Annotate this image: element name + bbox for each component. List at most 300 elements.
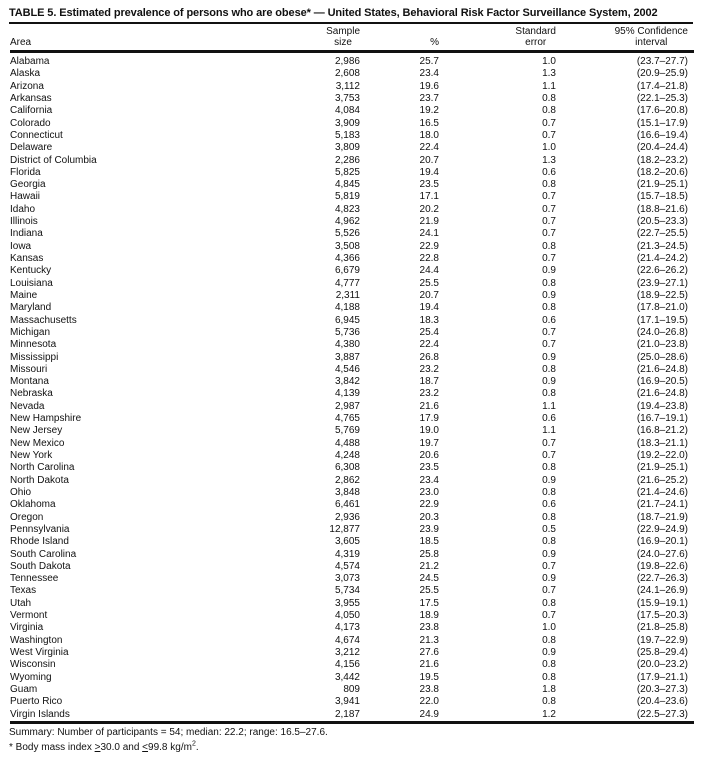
table-row (10, 388, 694, 400)
confidence-interval-cell: (20.0–23.2) (636, 659, 688, 671)
table-row (10, 561, 694, 573)
percent-cell: 25.7 (419, 56, 439, 67)
standard-error-cell: 0.8 (542, 277, 556, 289)
confidence-interval-cell: (21.9–25.1) (636, 179, 688, 191)
area-cell: California (10, 105, 53, 117)
sample-size-cell: 4,319 (334, 548, 360, 560)
standard-error-cell: 0.7 (542, 228, 556, 240)
standard-error-cell: 0.8 (542, 302, 556, 314)
percent-cell: 26.8 (419, 351, 439, 363)
standard-error-cell: 0.9 (542, 289, 556, 301)
area-cell: Hawaii (10, 191, 41, 203)
confidence-interval-cell: (21.6–25.2) (636, 474, 688, 486)
confidence-interval-cell: (25.0–28.6) (636, 351, 688, 363)
table-row (10, 598, 694, 610)
sample-size-cell: 4,188 (334, 302, 360, 314)
table-row (10, 659, 694, 671)
area-cell: Delaware (10, 142, 53, 154)
standard-error-cell: 1.0 (542, 622, 556, 634)
sample-size-cell: 4,823 (334, 203, 360, 215)
percent-cell: 20.6 (419, 450, 439, 461)
less-equal-sign: < (142, 741, 149, 753)
sample-header-line1: Sample (326, 26, 360, 37)
percent-cell: 19.5 (419, 671, 439, 683)
sample-size-cell: 4,248 (334, 450, 360, 461)
area-cell: Texas (10, 585, 37, 597)
percent-cell: 24.1 (419, 228, 439, 240)
table-row (10, 364, 694, 376)
ci-header-line2: interval (635, 37, 668, 48)
column-header-area: Area (10, 24, 300, 52)
table-row (10, 696, 694, 708)
percent-cell: 27.6 (419, 647, 439, 658)
confidence-interval-cell: (17.6–20.8) (636, 105, 688, 117)
area-cell: Vermont (10, 610, 48, 622)
area-cell: Wyoming (10, 671, 52, 683)
column-header-confidence-interval (560, 24, 694, 52)
table-row (10, 450, 694, 462)
footnote-mid2: 99.8 kg/m (148, 741, 192, 753)
area-cell: Virgin Islands (10, 708, 70, 720)
table-row (10, 549, 694, 561)
sample-size-cell: 2,608 (334, 68, 360, 80)
sample-size-cell: 2,936 (334, 511, 360, 523)
area-cell: Pennsylvania (10, 523, 70, 535)
table-row (10, 413, 694, 425)
standard-error-cell: 0.8 (542, 536, 556, 548)
sample-size-cell: 3,909 (334, 117, 360, 129)
confidence-interval-cell: (17.9–21.1) (636, 671, 688, 683)
sample-size-cell: 4,380 (334, 339, 360, 351)
percent-cell: 16.5 (419, 117, 439, 129)
confidence-interval-cell: (19.2–22.0) (636, 450, 688, 461)
area-cell: Alabama (10, 56, 50, 67)
greater-equal-sign: > (94, 741, 101, 753)
table-row (10, 647, 694, 659)
table-row (10, 438, 694, 450)
table-row (10, 142, 694, 154)
sample-size-cell: 3,508 (334, 240, 360, 252)
sample-size-cell: 4,366 (334, 253, 360, 264)
standard-error-cell: 0.9 (542, 376, 556, 388)
area-cell: Connecticut (10, 129, 63, 141)
confidence-interval-cell: (22.1–25.3) (636, 92, 688, 104)
percent-cell: 22.9 (419, 240, 439, 252)
percent-cell: 20.3 (419, 511, 439, 523)
table-body (10, 52, 694, 723)
confidence-interval-cell: (15.9–19.1) (636, 597, 688, 609)
table-row (10, 475, 694, 487)
sample-size-cell: 3,941 (334, 696, 360, 708)
percent-cell: 19.0 (419, 425, 439, 437)
confidence-interval-cell: (16.8–21.2) (636, 425, 688, 437)
standard-error-cell: 0.7 (542, 585, 556, 597)
standard-error-cell: 0.8 (542, 659, 556, 671)
sample-size-cell: 5,526 (334, 228, 360, 240)
confidence-interval-cell: (20.4–23.6) (636, 696, 688, 708)
standard-error-cell: 0.9 (542, 548, 556, 560)
confidence-interval-cell: (19.4–23.8) (636, 400, 688, 412)
confidence-interval-cell: (21.6–24.8) (636, 363, 688, 375)
column-header-standard-error (442, 24, 560, 52)
sample-size-cell: 4,084 (334, 105, 360, 117)
ci-header-line1: 95% Confidence (614, 26, 688, 37)
area-cell: District of Columbia (10, 154, 97, 166)
confidence-interval-cell: (24.0–27.6) (636, 548, 688, 560)
confidence-interval-cell: (22.5–27.3) (636, 708, 688, 720)
table-row (10, 585, 694, 597)
confidence-interval-cell: (20.9–25.9) (636, 68, 688, 80)
confidence-interval-cell: (22.7–26.3) (636, 573, 688, 585)
percent-cell: 23.0 (419, 486, 439, 498)
standard-error-cell: 0.7 (542, 560, 556, 572)
area-cell: Arkansas (10, 92, 52, 104)
standard-error-cell: 1.8 (542, 683, 556, 695)
table-row (10, 278, 694, 290)
table-row (10, 105, 694, 117)
sample-size-cell: 3,955 (334, 597, 360, 609)
area-cell: Virginia (10, 622, 44, 634)
table-row (10, 216, 694, 228)
sample-size-cell: 12,877 (329, 523, 360, 535)
confidence-interval-cell: (17.5–20.3) (636, 610, 688, 622)
percent-cell: 19.4 (419, 302, 439, 314)
sample-size-cell: 2,987 (334, 400, 360, 412)
area-cell: Montana (10, 376, 49, 388)
footnote-mid1: 30.0 and (100, 741, 143, 753)
sample-size-cell: 2,187 (334, 708, 360, 720)
sample-size-cell: 809 (343, 683, 360, 695)
standard-error-cell: 0.8 (542, 486, 556, 498)
footnote-superscript: 2 (191, 740, 196, 748)
area-cell: Iowa (10, 240, 32, 252)
se-header-line2: error (525, 37, 547, 48)
area-cell: Georgia (10, 179, 46, 191)
standard-error-cell: 0.9 (542, 647, 556, 658)
confidence-interval-cell: (17.1–19.5) (636, 314, 688, 326)
table-row (10, 376, 694, 388)
area-cell: Missouri (10, 363, 48, 375)
standard-error-cell: 0.8 (542, 179, 556, 191)
standard-error-cell: 1.0 (542, 56, 556, 67)
percent-cell: 17.1 (419, 191, 439, 203)
standard-error-cell: 0.8 (542, 363, 556, 375)
standard-error-cell: 0.7 (542, 129, 556, 141)
sample-size-cell: 4,574 (334, 560, 360, 572)
percent-cell: 22.8 (419, 253, 439, 264)
standard-error-cell: 0.8 (542, 388, 556, 400)
standard-error-cell: 0.6 (542, 166, 556, 178)
confidence-interval-cell: (16.9–20.1) (636, 536, 688, 548)
table-row (10, 709, 694, 723)
confidence-interval-cell: (24.0–26.8) (636, 326, 688, 338)
standard-error-cell: 0.7 (542, 610, 556, 622)
standard-error-cell: 0.7 (542, 203, 556, 215)
percent-cell: 23.5 (419, 462, 439, 474)
table-row (10, 302, 694, 314)
standard-error-cell: 0.8 (542, 92, 556, 104)
standard-error-cell: 0.7 (542, 437, 556, 449)
percent-cell: 17.9 (419, 413, 439, 425)
table-row (10, 118, 694, 130)
percent-cell: 21.6 (419, 400, 439, 412)
percent-cell: 19.2 (419, 105, 439, 117)
area-cell: Wisconsin (10, 659, 56, 671)
confidence-interval-cell: (18.3–21.1) (636, 437, 688, 449)
area-cell: North Carolina (10, 462, 75, 474)
standard-error-cell: 0.9 (542, 351, 556, 363)
percent-cell: 19.6 (419, 80, 439, 92)
table-row (10, 52, 694, 69)
sample-size-cell: 3,848 (334, 486, 360, 498)
sample-size-cell: 5,769 (334, 425, 360, 437)
percent-cell: 25.5 (419, 585, 439, 597)
percent-cell: 21.9 (419, 216, 439, 228)
table-row (10, 315, 694, 327)
area-cell: Puerto Rico (10, 696, 63, 708)
standard-error-cell: 1.2 (542, 708, 556, 720)
sample-size-cell: 5,183 (334, 129, 360, 141)
sample-size-cell: 3,605 (334, 536, 360, 548)
sample-size-cell: 3,809 (334, 142, 360, 154)
percent-cell: 18.3 (419, 314, 439, 326)
sample-size-cell: 4,488 (334, 437, 360, 449)
standard-error-cell: 0.7 (542, 326, 556, 338)
standard-error-cell: 0.8 (542, 671, 556, 683)
area-cell: South Carolina (10, 548, 77, 560)
area-cell: Ohio (10, 486, 32, 498)
sample-size-cell: 6,308 (334, 462, 360, 474)
confidence-interval-cell: (22.6–26.2) (636, 265, 688, 277)
sample-size-cell: 5,825 (334, 166, 360, 178)
table-row (10, 81, 694, 93)
area-cell: Arizona (10, 80, 44, 92)
table-row (10, 191, 694, 203)
table-row (10, 499, 694, 511)
table-row (10, 68, 694, 80)
sample-size-cell: 3,212 (334, 647, 360, 658)
area-cell: Florida (10, 166, 41, 178)
percent-cell: 18.7 (419, 376, 439, 388)
confidence-interval-cell: (21.8–25.8) (636, 622, 688, 634)
confidence-interval-cell: (24.1–26.9) (636, 585, 688, 597)
table-row (10, 290, 694, 302)
table-row (10, 167, 694, 179)
percent-cell: 23.7 (419, 92, 439, 104)
confidence-interval-cell: (17.4–21.8) (636, 80, 688, 92)
confidence-interval-cell: (17.8–21.0) (636, 302, 688, 314)
confidence-interval-cell: (18.9–22.5) (636, 289, 688, 301)
table-row (10, 339, 694, 351)
area-cell: Oklahoma (10, 499, 56, 511)
sample-size-cell: 6,461 (334, 499, 360, 511)
standard-error-cell: 1.0 (542, 142, 556, 154)
area-cell: Tennessee (10, 573, 59, 585)
table-row (10, 524, 694, 536)
footnote-prefix: * Body mass index (9, 741, 95, 753)
percent-cell: 22.4 (419, 142, 439, 154)
table-row (10, 635, 694, 647)
percent-cell: 19.7 (419, 437, 439, 449)
summary-line: Summary: Number of participants = 54; median: 22.2; range: 16.5–27.6. (9, 726, 328, 738)
standard-error-cell: 0.7 (542, 339, 556, 351)
column-header-sample-size (300, 24, 362, 52)
sample-size-cell: 4,962 (334, 216, 360, 228)
percent-cell: 20.7 (419, 154, 439, 166)
percent-cell: 22.9 (419, 499, 439, 511)
table-header (10, 24, 694, 52)
table-row (10, 672, 694, 684)
area-cell: Maryland (10, 302, 52, 314)
sample-size-cell: 2,311 (335, 289, 360, 301)
confidence-interval-cell: (16.6–19.4) (636, 129, 688, 141)
table-row (10, 684, 694, 696)
standard-error-cell: 0.9 (542, 573, 556, 585)
prevalence-table (10, 24, 694, 724)
area-cell: New Jersey (10, 425, 63, 437)
percent-cell: 18.5 (419, 536, 439, 548)
standard-error-cell: 0.8 (542, 511, 556, 523)
standard-error-cell: 0.8 (542, 105, 556, 117)
sample-size-cell: 3,842 (334, 376, 360, 388)
area-cell: New Mexico (10, 437, 65, 449)
standard-error-cell: 1.1 (542, 80, 556, 92)
standard-error-cell: 0.5 (542, 523, 556, 535)
header-row (10, 24, 694, 52)
table-row (10, 622, 694, 634)
area-cell: Alaska (10, 68, 41, 80)
sample-size-cell: 6,945 (334, 314, 360, 326)
table-row (10, 93, 694, 105)
area-cell: Idaho (10, 203, 36, 215)
sample-size-cell: 6,679 (334, 265, 360, 277)
sample-size-cell: 4,845 (334, 179, 360, 191)
confidence-interval-cell: (22.9–24.9) (636, 523, 688, 535)
standard-error-cell: 0.6 (542, 314, 556, 326)
sample-size-cell: 4,173 (334, 622, 360, 634)
standard-error-cell: 0.7 (542, 450, 556, 461)
percent-cell: 24.4 (419, 265, 439, 277)
area-cell: Michigan (10, 326, 51, 338)
standard-error-cell: 1.3 (542, 154, 556, 166)
sample-size-cell: 4,765 (334, 413, 360, 425)
confidence-interval-cell: (18.2–23.2) (636, 154, 688, 166)
sample-size-cell: 5,819 (334, 191, 360, 203)
sample-size-cell: 4,546 (334, 363, 360, 375)
percent-cell: 21.6 (419, 659, 439, 671)
column-header-percent: % (362, 24, 442, 52)
sample-size-cell: 5,734 (334, 585, 360, 597)
table-row (10, 253, 694, 265)
sample-size-cell: 2,862 (334, 474, 360, 486)
area-cell: Guam (10, 683, 38, 695)
standard-error-cell: 0.8 (542, 240, 556, 252)
percent-cell: 18.0 (419, 129, 439, 141)
percent-cell: 23.4 (419, 474, 439, 486)
confidence-interval-cell: (20.4–24.4) (636, 142, 688, 154)
percent-cell: 21.2 (419, 560, 439, 572)
percent-cell: 23.5 (419, 179, 439, 191)
table-row (10, 536, 694, 548)
sample-size-cell: 4,777 (334, 277, 360, 289)
confidence-interval-cell: (18.8–21.6) (636, 203, 688, 215)
se-header-line1: Standard (515, 26, 556, 37)
area-cell: Colorado (10, 117, 51, 129)
standard-error-cell: 0.8 (542, 696, 556, 708)
area-cell: New York (10, 450, 53, 461)
area-cell: Mississippi (10, 351, 59, 363)
area-cell: South Dakota (10, 560, 71, 572)
table-row (10, 487, 694, 499)
footnote-period: . (195, 741, 199, 753)
standard-error-cell: 1.1 (542, 400, 556, 412)
confidence-interval-cell: (21.3–24.5) (636, 240, 688, 252)
confidence-interval-cell: (21.4–24.2) (636, 253, 688, 264)
area-cell: New Hampshire (10, 413, 82, 425)
percent-cell: 17.5 (419, 597, 439, 609)
table-row (10, 610, 694, 622)
area-cell: Illinois (10, 216, 38, 228)
confidence-interval-cell: (18.2–20.6) (636, 166, 688, 178)
standard-error-cell: 0.8 (542, 634, 556, 646)
percent-cell: 22.4 (419, 339, 439, 351)
confidence-interval-cell: (22.7–25.5) (636, 228, 688, 240)
table-row (10, 130, 694, 142)
sample-size-cell: 5,736 (334, 326, 360, 338)
confidence-interval-cell: (21.6–24.8) (636, 388, 688, 400)
sample-size-cell: 3,112 (335, 80, 360, 92)
percent-cell: 18.9 (419, 610, 439, 622)
sample-size-cell: 2,286 (334, 154, 360, 166)
sample-size-cell: 4,139 (334, 388, 360, 400)
table-row (10, 462, 694, 474)
standard-error-cell: 0.9 (542, 265, 556, 277)
standard-error-cell: 0.7 (542, 191, 556, 203)
percent-cell: 23.8 (419, 622, 439, 634)
confidence-interval-cell: (15.7–18.5) (636, 191, 688, 203)
area-cell: Maine (10, 289, 38, 301)
area-cell: Massachusetts (10, 314, 77, 326)
percent-cell: 22.0 (419, 696, 439, 708)
table-row (10, 204, 694, 216)
footnote (9, 739, 693, 754)
table-row (10, 265, 694, 277)
percent-cell: 25.5 (419, 277, 439, 289)
confidence-interval-cell: (21.0–23.8) (636, 339, 688, 351)
area-cell: Kansas (10, 253, 44, 264)
confidence-interval-cell: (16.7–19.1) (636, 413, 688, 425)
confidence-interval-cell: (23.9–27.1) (636, 277, 688, 289)
standard-error-cell: 0.8 (542, 462, 556, 474)
standard-error-cell: 0.7 (542, 216, 556, 228)
area-cell: Kentucky (10, 265, 52, 277)
confidence-interval-cell: (19.8–22.6) (636, 560, 688, 572)
confidence-interval-cell: (16.9–20.5) (636, 376, 688, 388)
confidence-interval-cell: (20.5–23.3) (636, 216, 688, 228)
standard-error-cell: 0.7 (542, 117, 556, 129)
percent-cell: 20.2 (419, 203, 439, 215)
percent-cell: 23.2 (419, 363, 439, 375)
area-cell: Indiana (10, 228, 43, 240)
confidence-interval-cell: (21.9–25.1) (636, 462, 688, 474)
sample-size-cell: 3,442 (334, 671, 360, 683)
sample-size-cell: 4,674 (334, 634, 360, 646)
percent-cell: 24.5 (419, 573, 439, 585)
percent-cell: 25.4 (419, 326, 439, 338)
standard-error-cell: 1.3 (542, 68, 556, 80)
sample-size-cell: 2,986 (334, 56, 360, 67)
standard-error-cell: 0.8 (542, 597, 556, 609)
